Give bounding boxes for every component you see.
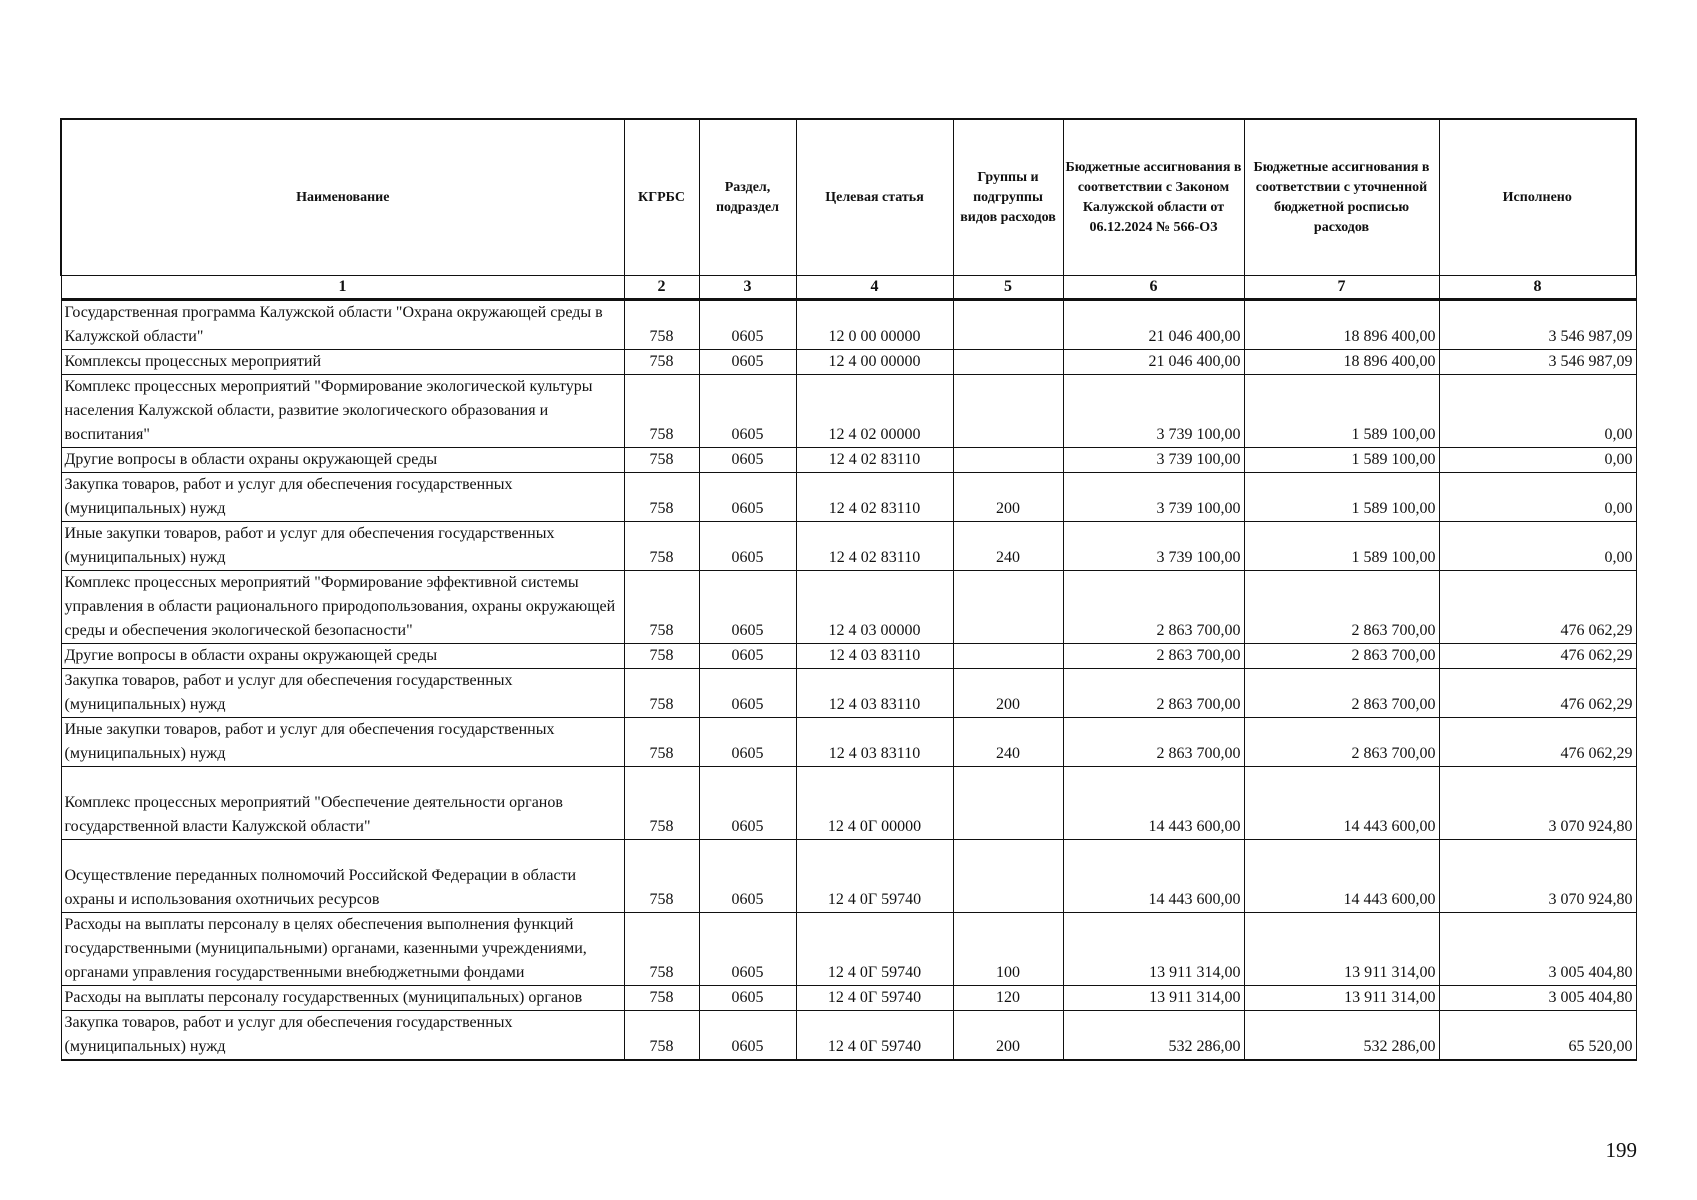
cell-roster: 2 863 700,00 — [1244, 718, 1439, 767]
cell-kgrbs: 758 — [624, 669, 699, 718]
cell-done: 476 062,29 — [1439, 644, 1636, 669]
cell-roster: 2 863 700,00 — [1244, 644, 1439, 669]
cell-kgrbs: 758 — [624, 571, 699, 644]
cell-kgrbs: 758 — [624, 300, 699, 350]
cell-tselevaya: 12 4 0Г 00000 — [796, 767, 953, 840]
cell-done: 476 062,29 — [1439, 718, 1636, 767]
header-kgrbs: КГРБС — [624, 119, 699, 276]
cell-roster: 1 589 100,00 — [1244, 473, 1439, 522]
cell-vid — [953, 448, 1063, 473]
cell-done: 0,00 — [1439, 473, 1636, 522]
cell-name: Иные закупки товаров, работ и услуг для обеспечения государственных (муниципальных) нужд — [61, 522, 624, 571]
cell-name: Расходы на выплаты персоналу в целях обеспечения выполнения функций государственными (муниципальными) органами, казенными учреждениями, органами управления государственными внебюджетными фондами — [61, 913, 624, 986]
cell-razdel: 0605 — [699, 522, 796, 571]
cell-roster: 1 589 100,00 — [1244, 375, 1439, 448]
cell-tselevaya: 12 4 03 83110 — [796, 718, 953, 767]
cell-roster: 14 443 600,00 — [1244, 767, 1439, 840]
column-number-row — [61, 276, 1636, 300]
cell-razdel: 0605 — [699, 375, 796, 448]
cell-tselevaya: 12 4 03 00000 — [796, 571, 953, 644]
cell-kgrbs: 758 — [624, 375, 699, 448]
table-row — [61, 718, 1636, 767]
table-row — [61, 986, 1636, 1011]
cell-kgrbs: 758 — [624, 448, 699, 473]
cell-tselevaya: 12 4 0Г 59740 — [796, 913, 953, 986]
cell-roster: 13 911 314,00 — [1244, 913, 1439, 986]
cell-done: 3 070 924,80 — [1439, 840, 1636, 913]
cell-tselevaya: 12 4 00 00000 — [796, 350, 953, 375]
column-number: 2 — [624, 276, 699, 300]
cell-vid: 240 — [953, 718, 1063, 767]
cell-roster: 1 589 100,00 — [1244, 448, 1439, 473]
cell-tselevaya: 12 4 02 83110 — [796, 522, 953, 571]
header-done: Исполнено — [1439, 119, 1636, 276]
cell-roster: 13 911 314,00 — [1244, 986, 1439, 1011]
header-vid: Группы и подгруппы видов расходов — [953, 119, 1063, 276]
cell-name: Другие вопросы в области охраны окружающей среды — [61, 448, 624, 473]
cell-law: 2 863 700,00 — [1063, 571, 1244, 644]
cell-name: Расходы на выплаты персоналу государственных (муниципальных) органов — [61, 986, 624, 1011]
cell-name: Иные закупки товаров, работ и услуг для обеспечения государственных (муниципальных) нужд — [61, 718, 624, 767]
table-row — [61, 644, 1636, 669]
cell-law: 14 443 600,00 — [1063, 767, 1244, 840]
cell-tselevaya: 12 0 00 00000 — [796, 300, 953, 350]
budget-table — [60, 118, 1637, 1061]
cell-name: Другие вопросы в области охраны окружающей среды — [61, 644, 624, 669]
header-tselevaya: Целевая статья — [796, 119, 953, 276]
cell-law: 14 443 600,00 — [1063, 840, 1244, 913]
cell-name: Комплекс процессных мероприятий "Обеспечение деятельности органов государственной власти Калужской области" — [61, 767, 624, 840]
cell-name: Закупка товаров, работ и услуг для обеспечения государственных (муниципальных) нужд — [61, 1011, 624, 1061]
column-number: 8 — [1439, 276, 1636, 300]
cell-tselevaya: 12 4 0Г 59740 — [796, 986, 953, 1011]
cell-law: 2 863 700,00 — [1063, 644, 1244, 669]
column-number: 1 — [61, 276, 624, 300]
cell-name: Комплексы процессных мероприятий — [61, 350, 624, 375]
cell-tselevaya: 12 4 02 00000 — [796, 375, 953, 448]
table-row — [61, 448, 1636, 473]
header-razdel: Раздел, подраздел — [699, 119, 796, 276]
table-row — [61, 473, 1636, 522]
cell-roster: 1 589 100,00 — [1244, 522, 1439, 571]
cell-razdel: 0605 — [699, 448, 796, 473]
cell-razdel: 0605 — [699, 1011, 796, 1061]
cell-done: 3 546 987,09 — [1439, 300, 1636, 350]
cell-kgrbs: 758 — [624, 473, 699, 522]
cell-law: 3 739 100,00 — [1063, 473, 1244, 522]
cell-law: 3 739 100,00 — [1063, 375, 1244, 448]
cell-law: 21 046 400,00 — [1063, 300, 1244, 350]
cell-name: Закупка товаров, работ и услуг для обеспечения государственных (муниципальных) нужд — [61, 669, 624, 718]
cell-kgrbs: 758 — [624, 840, 699, 913]
column-number: 6 — [1063, 276, 1244, 300]
cell-roster: 2 863 700,00 — [1244, 571, 1439, 644]
cell-vid — [953, 644, 1063, 669]
cell-kgrbs: 758 — [624, 644, 699, 669]
cell-razdel: 0605 — [699, 767, 796, 840]
cell-razdel: 0605 — [699, 840, 796, 913]
column-number: 3 — [699, 276, 796, 300]
cell-vid — [953, 375, 1063, 448]
cell-law: 532 286,00 — [1063, 1011, 1244, 1061]
cell-kgrbs: 758 — [624, 718, 699, 767]
header-roster: Бюджетные ассигнования в соответствии с уточненной бюджетной росписью расходов — [1244, 119, 1439, 276]
cell-razdel: 0605 — [699, 986, 796, 1011]
cell-law: 2 863 700,00 — [1063, 669, 1244, 718]
cell-law: 2 863 700,00 — [1063, 718, 1244, 767]
cell-roster: 18 896 400,00 — [1244, 300, 1439, 350]
cell-razdel: 0605 — [699, 913, 796, 986]
column-number: 7 — [1244, 276, 1439, 300]
cell-name: Комплекс процессных мероприятий "Формирование экологической культуры населения Калужской области, развитие экологического образования и воспитания" — [61, 375, 624, 448]
cell-vid — [953, 350, 1063, 375]
cell-vid: 100 — [953, 913, 1063, 986]
cell-vid — [953, 571, 1063, 644]
cell-vid: 200 — [953, 669, 1063, 718]
cell-razdel: 0605 — [699, 571, 796, 644]
cell-law: 13 911 314,00 — [1063, 913, 1244, 986]
table-row — [61, 350, 1636, 375]
table-row — [61, 1011, 1636, 1061]
cell-law: 3 739 100,00 — [1063, 522, 1244, 571]
cell-done: 0,00 — [1439, 522, 1636, 571]
cell-tselevaya: 12 4 0Г 59740 — [796, 1011, 953, 1061]
column-number: 4 — [796, 276, 953, 300]
cell-kgrbs: 758 — [624, 767, 699, 840]
cell-kgrbs: 758 — [624, 1011, 699, 1061]
cell-kgrbs: 758 — [624, 350, 699, 375]
cell-kgrbs: 758 — [624, 986, 699, 1011]
cell-vid: 120 — [953, 986, 1063, 1011]
cell-razdel: 0605 — [699, 644, 796, 669]
cell-done: 3 005 404,80 — [1439, 986, 1636, 1011]
cell-vid — [953, 300, 1063, 350]
table-row — [61, 840, 1636, 913]
cell-tselevaya: 12 4 02 83110 — [796, 448, 953, 473]
header-row — [61, 119, 1636, 276]
table-row — [61, 522, 1636, 571]
cell-kgrbs: 758 — [624, 913, 699, 986]
table-body — [61, 300, 1636, 1061]
cell-vid — [953, 840, 1063, 913]
cell-name: Комплекс процессных мероприятий "Формирование эффективной системы управления в области рационального природопользования, охраны окружающей среды и обеспечения экологической безопасности" — [61, 571, 624, 644]
cell-vid: 200 — [953, 473, 1063, 522]
cell-done: 3 005 404,80 — [1439, 913, 1636, 986]
cell-razdel: 0605 — [699, 350, 796, 375]
cell-roster: 532 286,00 — [1244, 1011, 1439, 1061]
cell-vid — [953, 767, 1063, 840]
cell-vid: 240 — [953, 522, 1063, 571]
table-row — [61, 300, 1636, 350]
cell-tselevaya: 12 4 03 83110 — [796, 669, 953, 718]
cell-roster: 18 896 400,00 — [1244, 350, 1439, 375]
cell-razdel: 0605 — [699, 669, 796, 718]
cell-kgrbs: 758 — [624, 522, 699, 571]
cell-name: Государственная программа Калужской области "Охрана окружающей среды в Калужской области" — [61, 300, 624, 350]
cell-done: 476 062,29 — [1439, 669, 1636, 718]
cell-done: 0,00 — [1439, 375, 1636, 448]
cell-tselevaya: 12 4 0Г 59740 — [796, 840, 953, 913]
cell-razdel: 0605 — [699, 718, 796, 767]
cell-tselevaya: 12 4 03 83110 — [796, 644, 953, 669]
table-row — [61, 913, 1636, 986]
table-row — [61, 669, 1636, 718]
header-law: Бюджетные ассигнования в соответствии с Законом Калужской области от 06.12.2024 № 566-ОЗ — [1063, 119, 1244, 276]
cell-roster: 2 863 700,00 — [1244, 669, 1439, 718]
cell-razdel: 0605 — [699, 300, 796, 350]
table-row — [61, 375, 1636, 448]
cell-law: 3 739 100,00 — [1063, 448, 1244, 473]
page-number: 199 — [1605, 1138, 1637, 1162]
cell-done: 3 546 987,09 — [1439, 350, 1636, 375]
cell-tselevaya: 12 4 02 83110 — [796, 473, 953, 522]
cell-roster: 14 443 600,00 — [1244, 840, 1439, 913]
header-name: Наименование — [61, 119, 624, 276]
cell-done: 65 520,00 — [1439, 1011, 1636, 1061]
cell-name: Закупка товаров, работ и услуг для обеспечения государственных (муниципальных) нужд — [61, 473, 624, 522]
cell-vid: 200 — [953, 1011, 1063, 1061]
cell-law: 21 046 400,00 — [1063, 350, 1244, 375]
column-number: 5 — [953, 276, 1063, 300]
table-row — [61, 571, 1636, 644]
table-row — [61, 767, 1636, 840]
cell-razdel: 0605 — [699, 473, 796, 522]
cell-done: 3 070 924,80 — [1439, 767, 1636, 840]
cell-name: Осуществление переданных полномочий Российской Федерации в области охраны и использования охотничьих ресурсов — [61, 840, 624, 913]
cell-done: 0,00 — [1439, 448, 1636, 473]
cell-done: 476 062,29 — [1439, 571, 1636, 644]
cell-law: 13 911 314,00 — [1063, 986, 1244, 1011]
